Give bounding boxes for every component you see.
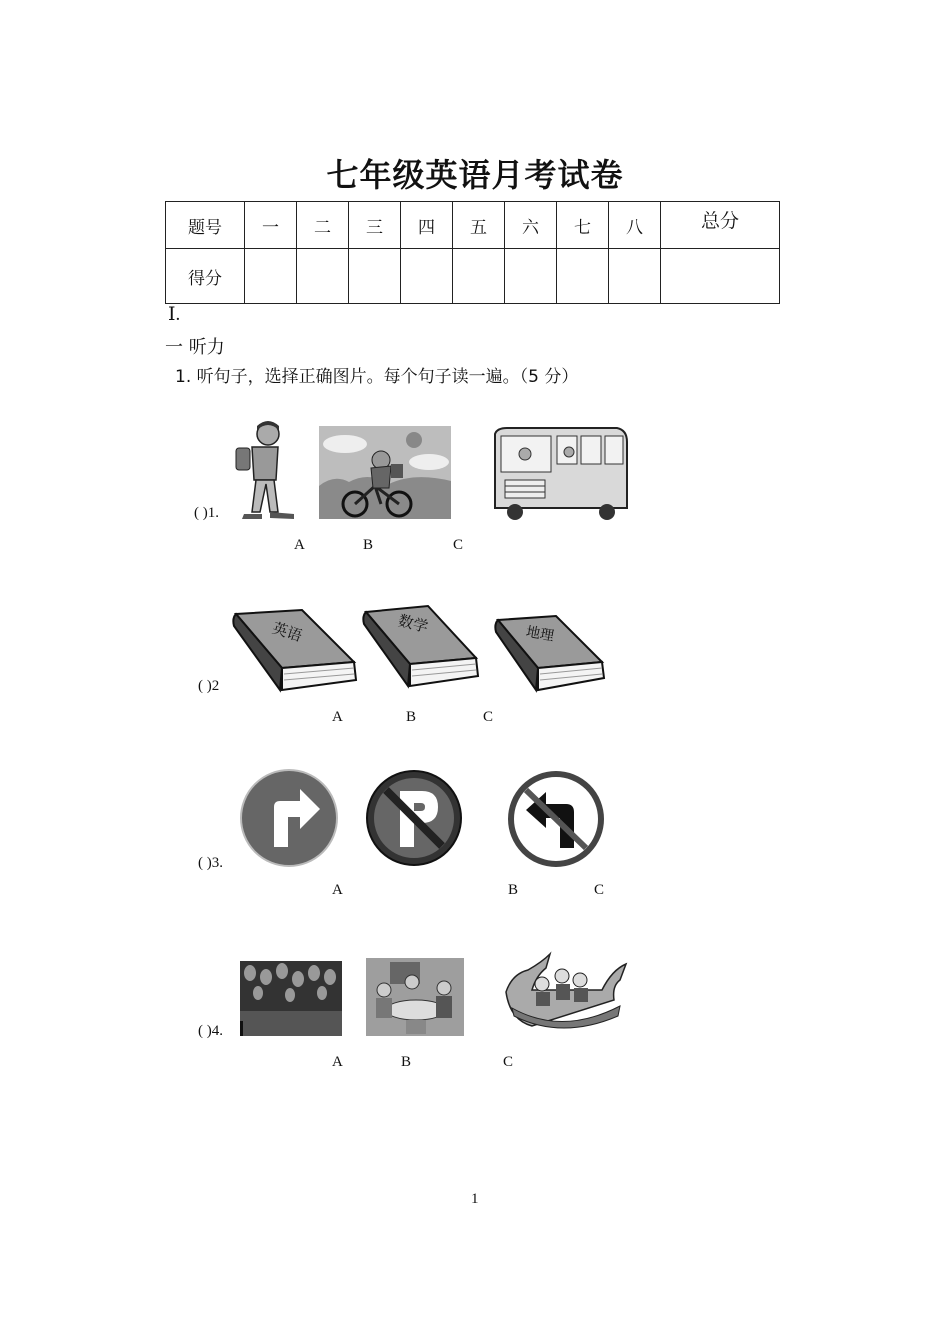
family-dinner-picture [366,958,464,1036]
score-input-cell[interactable] [505,249,557,304]
score-input-cell[interactable] [245,249,297,304]
score-input-cell[interactable] [349,249,401,304]
option-label: B [401,1054,412,1070]
dragon-boat-picture [502,950,630,1036]
turn-right-sign [238,769,340,867]
score-row-label: 得分 [166,249,245,304]
score-input-cell[interactable] [557,249,609,304]
math-book-picture [362,604,480,692]
book-title: 数学 [396,611,430,637]
score-table-cell: 四 [401,202,453,249]
option-label: B [508,882,519,898]
option-label: A [332,1054,343,1070]
part-marker: Ⅰ. [168,304,181,325]
score-input-cell[interactable] [609,249,661,304]
score-input-cell[interactable] [297,249,349,304]
score-table-cell: 总分 [661,202,780,249]
geography-book-picture [494,612,606,694]
score-input-cell[interactable] [401,249,453,304]
option-label: C [453,537,464,553]
no-left-turn-sign [508,772,604,866]
english-book-picture [232,606,358,694]
book-title: 英语 [270,618,305,646]
score-table [165,201,780,304]
option-label: B [406,709,417,725]
score-table-cell: 七 [557,202,609,249]
option-label: A [294,537,305,553]
bus-picture [487,428,629,520]
score-table-cell: 五 [453,202,505,249]
score-table-score-row [166,249,780,304]
score-table-cell: 一 [245,202,297,249]
page-number: 1 [471,1191,479,1207]
score-table-cell: 六 [505,202,557,249]
lantern-street-picture [240,961,342,1036]
section-heading: 一 听力 [165,337,225,358]
option-label: B [363,537,374,553]
score-table-header-row [166,202,780,249]
score-input-cell[interactable] [661,249,780,304]
walking-student-picture [230,420,300,520]
option-label: A [332,882,343,898]
option-label: A [332,709,343,725]
cyclist-picture [319,426,451,519]
score-table-cell: 二 [297,202,349,249]
question-number: ( )1. [194,505,219,521]
option-label: C [503,1054,514,1070]
book-title: 地理 [524,624,556,645]
score-table-cell: 三 [349,202,401,249]
score-table-cell: 题号 [166,202,245,249]
score-input-cell[interactable] [453,249,505,304]
question-number: ( )3. [198,855,223,871]
option-label: C [483,709,494,725]
question-number: ( )2 [198,678,220,694]
option-label: C [594,882,605,898]
question-number: ( )4. [198,1023,223,1039]
no-parking-sign [364,769,464,867]
score-table-cell: 八 [609,202,661,249]
instruction-text: 1. 听句子，选择正确图片。每个句子读一遍。（5 分） [175,367,579,387]
page-title: 七年级英语月考试卷 [326,156,624,194]
